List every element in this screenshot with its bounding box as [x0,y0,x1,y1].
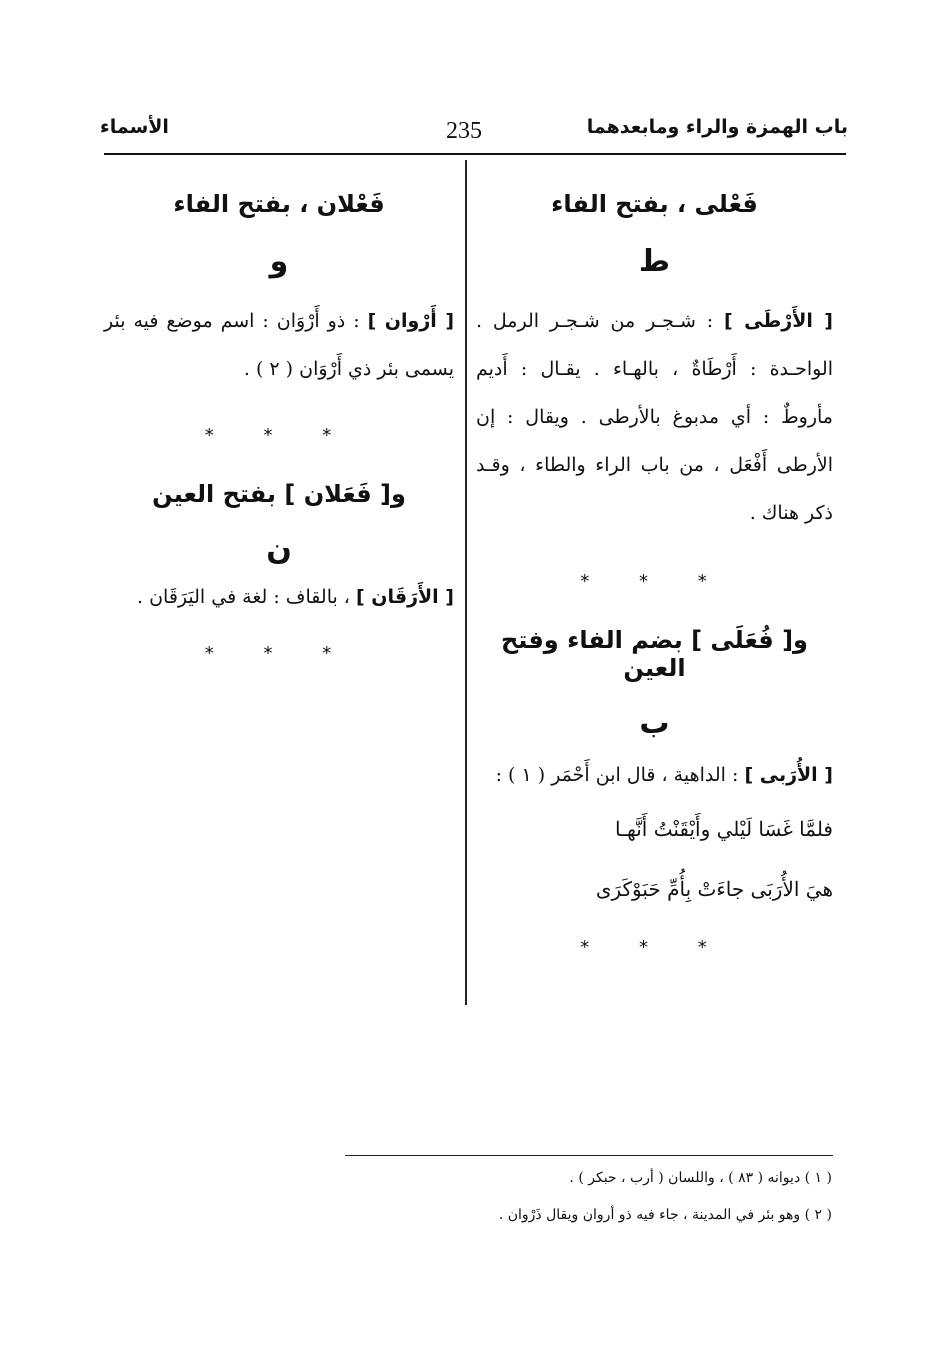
right-letter-1: ط [638,244,671,279]
column-divider [465,160,467,1005]
footnote-2: ( ٢ ) وهو بئر في المدينة ، جاء فيه ذو أروان ويقال ذَرْوان . [498,1207,832,1223]
header-rule [104,153,846,155]
left-entry-2 [104,573,454,621]
left-letter-1: و [269,244,289,279]
page-number: 235 [446,118,482,144]
separator-stars: * * * [204,643,354,664]
entry-term: [ أَرْوان ] [367,310,455,332]
entry-text: ، بالقاف : لغة في اليَرَقَان . [137,586,350,608]
section-title: باب الهمزة والراء ومابعدهما [586,116,848,138]
footnote-1: ( ١ ) ديوانه ( ٨٣ ) ، واللسان ( أرب ، حبكر ) . [569,1170,832,1186]
separator-stars: * * * [204,425,354,446]
verse-line-2: هيَ الأُرَبَى جاءَتْ بِأُمِّ حَبَوْكَرَى [595,877,833,901]
left-heading-1: فَعْلان ، بفتح الفاء [173,190,385,218]
right-heading-2: و[ فُعَلَى ] بضم الفاء وفتح العين [501,626,808,682]
entry-text: : ذو أَرْوَان : اسم موضع فيه بئر يسمى بئر ذي أَرْوَان ( ٢ ) . [104,310,454,380]
right-letter-2: ب [639,706,670,741]
right-heading-1: فَعْلى ، بفتح الفاء [551,190,758,218]
entry-text: : شـجـر من شـجـر الرمل . الواحـدة : أَرْطَاةٌ ، بالهـاء . يقـال : أَديم مأروطٌ : أي مدبوغ بالأرطى . ويقال : إن الأرطى أَفْعَل ، من باب الراء والطاء ، وقـد ذكر هناك . [476,310,833,524]
entry-term: [ الأَرَقَان ] [356,586,454,608]
entry-text: : الداهية ، قال ابن أَحْمَر ( ١ ) : [495,764,739,786]
entry-term: [ الأَرْطَى ] [724,310,833,332]
left-letter-2: ن [266,532,292,567]
left-column [104,170,454,664]
left-heading-2: و[ فَعَلان ] بفتح العين [152,480,406,508]
right-entry-1 [476,297,833,537]
left-entry-1 [104,297,454,393]
verse-line-1: فلمَّا غَسَا لَيْلي وأَيْقَنْتُ أَنَّهـا [615,817,833,841]
footnote-rule [345,1155,833,1156]
right-column [476,170,833,958]
separator-stars: * * * [580,937,729,958]
page-header [100,112,848,152]
entry-term: [ الأُرَبى ] [744,764,833,786]
right-entry-2 [476,751,833,799]
chapter-title: الأسماء [100,116,169,138]
separator-stars: * * * [580,571,729,592]
